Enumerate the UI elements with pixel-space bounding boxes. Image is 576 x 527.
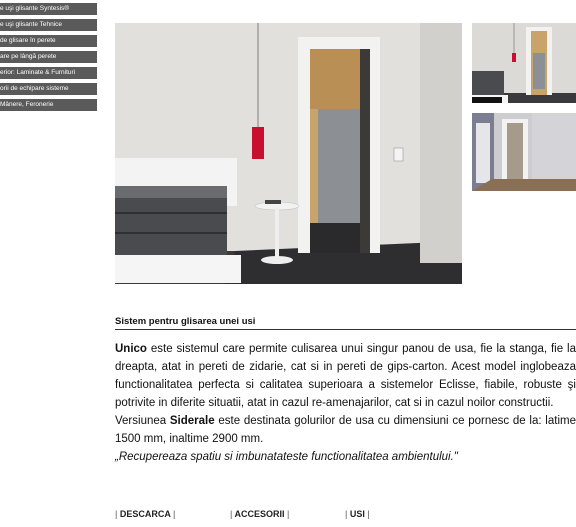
description-text-2a: Versiunea xyxy=(115,415,170,427)
sidebar-item-laminate-furnituri[interactable]: erior: Laminate & Furnituri xyxy=(0,67,97,79)
description-text-2b: este destinata golurilor de usa cu dimensiuni ce pornesc de la: latime 1500 mm, inaltime 2900 mm. xyxy=(115,415,576,445)
sidebar-item-accesorii-echipare[interactable]: orii de echipare sisteme xyxy=(0,83,97,95)
download-link[interactable]: | DESCARCA | xyxy=(115,509,176,519)
accessories-link-label: ACCESORII xyxy=(234,509,285,519)
product-name-unico: Unico xyxy=(115,343,147,355)
description-paragraph-2 xyxy=(115,412,576,448)
version-name-siderale: Siderale xyxy=(169,415,215,427)
product-description xyxy=(115,340,576,466)
product-quote: „Recupereaza spatiu si imbunatateste functionalitatea ambientului." xyxy=(115,451,458,463)
sidebar-item-glisare-in-perete[interactable]: de glisare în perete xyxy=(0,35,97,47)
sidebar-item-glisare-pe-langa-perete[interactable]: are pe lângă perete xyxy=(0,51,97,63)
product-thumbnail-1[interactable] xyxy=(472,23,576,103)
description-text-1: este sistemul care permite culisarea unui singur panou de usa, fie la stanga, fie la dreapta, atat in pereti de zidarie, cat si in pereti de gips-carton. Acest model inglobeaza functionalitatea perfecta si calitatea superioara a sistemelor Eclisse, fiabile, robuste şi potrivite in diferite situatii, atat in cazul re-amenajarilor, cat si in cazul noilor constructii. xyxy=(115,343,576,409)
sidebar-nav xyxy=(0,3,97,115)
accessories-link[interactable]: | ACCESORII | xyxy=(230,509,290,519)
sidebar-item-syntesis[interactable]: e uşi glisante Syntesis® xyxy=(0,3,97,15)
section-title: Sistem pentru glisarea unei usi xyxy=(115,316,576,330)
product-thumbnail-2[interactable] xyxy=(472,113,576,191)
description-paragraph-1 xyxy=(115,340,576,412)
product-photo-main xyxy=(115,23,462,284)
sidebar-item-tehnice[interactable]: e uşi glisante Tehnice xyxy=(0,19,97,31)
download-link-label: DESCARCA xyxy=(119,509,171,519)
doors-link[interactable]: | USI | xyxy=(345,509,370,519)
sidebar-item-manere-feronerie[interactable]: Mânere, Feronerie xyxy=(0,99,97,111)
doors-link-label: USI xyxy=(349,509,365,519)
